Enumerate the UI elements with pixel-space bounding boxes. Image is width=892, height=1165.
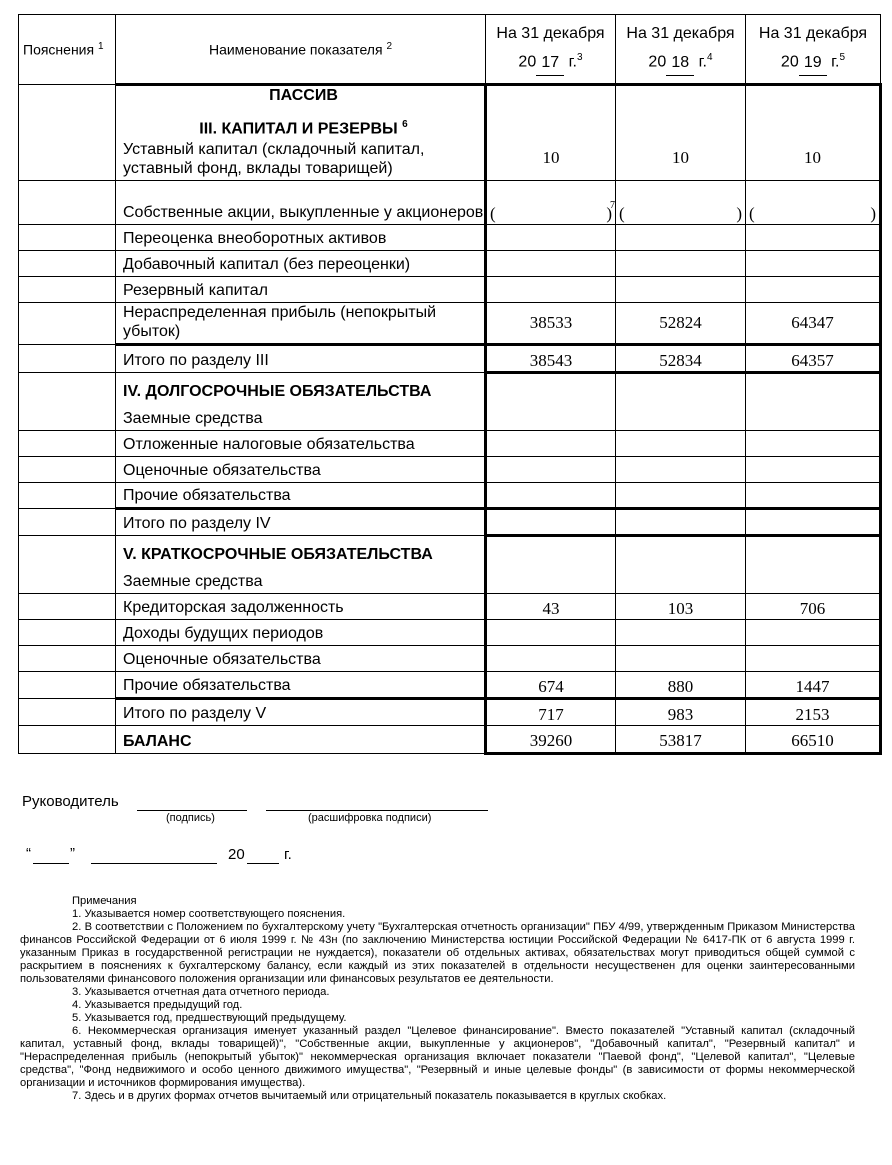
- row-label: Прочие обязательства: [116, 483, 486, 509]
- signature-caption: (подпись): [166, 812, 215, 824]
- value-cell: 64347: [746, 303, 881, 345]
- note-item: 5. Указывается год, предшествующий предыдущему.: [72, 1012, 347, 1024]
- row-label: Резервный капитал: [116, 277, 486, 303]
- section-3-title: III. КАПИТАЛ И РЕЗЕРВЫ $^6$: [199, 119, 408, 138]
- value-cell: 717: [486, 699, 616, 726]
- table-row: [19, 483, 881, 509]
- table-row-payables: [19, 594, 881, 620]
- header-notes: Пояснения $^1$: [19, 15, 116, 85]
- month-line: [91, 845, 217, 864]
- decode-caption: (расшифровка подписи): [308, 812, 432, 824]
- row-label: Оценочные обязательства: [116, 457, 486, 483]
- value-cell: ( ): [616, 181, 746, 225]
- value-cell: 103: [616, 594, 746, 620]
- head-label: Руководитель: [22, 793, 119, 810]
- value-cell: 64357: [746, 345, 881, 373]
- note-item: 3. Указывается отчетная дата отчетного периода.: [72, 986, 330, 998]
- note-item: 1. Указывается номер соответствующего пояснения.: [72, 908, 346, 920]
- row-label: Переоценка внеоборотных активов: [116, 225, 486, 251]
- value-cell: 10: [616, 85, 746, 181]
- date-close-quote: ”: [70, 845, 75, 862]
- row-label: Отложенные налоговые обязательства: [116, 431, 486, 457]
- table-row-sec4-first: [19, 373, 881, 431]
- table-row: [19, 277, 881, 303]
- date-open-quote: “: [26, 845, 31, 862]
- table-row-retained-earnings: [19, 303, 881, 345]
- year-prefix: 20: [228, 846, 245, 863]
- value-cell: 52834: [616, 345, 746, 373]
- header-row: [19, 15, 881, 85]
- header-indicator-name: Наименование показателя $^2$: [116, 15, 486, 85]
- row-label: Доходы будущих периодов: [116, 620, 486, 646]
- row-label: Оценочные обязательства: [116, 646, 486, 672]
- row-label: Кредиторская задолженность: [116, 594, 486, 620]
- value-cell: 674: [486, 672, 616, 699]
- table-row: [19, 225, 881, 251]
- value-cell: 2153: [746, 699, 881, 726]
- table-row-sec5-first: [19, 536, 881, 594]
- value-cell: 1447: [746, 672, 881, 699]
- value-cell: ( ): [746, 181, 881, 225]
- value-cell: 43: [486, 594, 616, 620]
- balance-table: [18, 14, 882, 755]
- value-cell: 53817: [616, 726, 746, 754]
- footnotes: [20, 895, 855, 1103]
- table-row-other-liabilities: [19, 672, 881, 699]
- value-cell: 39260: [486, 726, 616, 754]
- row-label: Собственные акции, выкупленные у акционеров: [116, 181, 486, 225]
- note-item: 4. Указывается предыдущий год.: [72, 999, 243, 1011]
- header-year-2018: На 31 декабря 20 18 г.$^4$: [616, 15, 746, 85]
- section-5-title: V. КРАТКОСРОЧНЫЕ ОБЯЗАТЕЛЬСТВА: [123, 546, 433, 564]
- signature-line: [137, 790, 247, 811]
- note-item: 7. Здесь и в других формах отчетов вычитаемый или отрицательный показатель показывается в круглых скобках.: [72, 1090, 667, 1102]
- table-row-total-5: [19, 699, 881, 726]
- row-label: Добавочный капитал (без переоценки): [116, 251, 486, 277]
- header-year-2017: На 31 декабря 20 17 г.$^3$: [486, 15, 616, 85]
- value-cell: 983: [616, 699, 746, 726]
- header-year-2019: На 31 декабря 20 19 г.$^5$: [746, 15, 881, 85]
- value-cell: 52824: [616, 303, 746, 345]
- section-4-title: IV. ДОЛГОСРОЧНЫЕ ОБЯЗАТЕЛЬСТВА: [123, 383, 432, 401]
- table-row-balance: [19, 726, 881, 754]
- row-label: Итого по разделу IV: [116, 509, 486, 536]
- table-row-own-shares: [19, 181, 881, 225]
- value-cell: 706: [746, 594, 881, 620]
- table-row: [19, 457, 881, 483]
- table-row: [19, 646, 881, 672]
- table-row: [19, 620, 881, 646]
- note-item: 2. В соответствии с Положением по бухгалтерскому учету "Бухгалтерская отчетность организации" ПБУ 4/99, утвержденным Приказом Министерства финансов Российской Федерации от 6 июля 1999 г. № 43н (по заключению Министерства юстиции Российской Федерации № 6417-ПК от 6 августа 1999 г. указанным Приказ в государственной регистрации не нуждается), показатели об отдельных активах, обязательствах могут приводиться общей суммой с раскрытием в пояснениях к бухгалтерскому балансу, если каждый из этих показателей в отдельности несущественен для оценки заинтересованными пользователями финансового положения организации или финансовых результатов ее деятельности.: [20, 921, 855, 985]
- decode-line: [266, 790, 488, 811]
- value-cell: 38533: [486, 303, 616, 345]
- value-cell: 10: [746, 85, 881, 181]
- table-row-total-3: [19, 345, 881, 373]
- year-suffix: г.: [284, 846, 292, 863]
- row-label: Нераспределенная прибыль (непокрытый убыток): [116, 303, 486, 345]
- row-label: Заемные средства: [123, 573, 263, 591]
- value-cell: 880: [616, 672, 746, 699]
- row-label: Итого по разделу V: [116, 699, 486, 726]
- year-line: [247, 845, 279, 864]
- row-label: Прочие обязательства: [116, 672, 486, 699]
- passive-title: ПАССИВ: [269, 87, 338, 104]
- note-item: 6. Некоммерческая организация именует указанный раздел "Целевое финансирование". Вместо показателей "Уставный капитал (складочный капитал, уставный фонд, вклады товарищей)", "Собственные акции, выкупленные у акционеров", "Добавочный капитал", "Резервный капитал" и "Нераспределенная прибыль (непокрытый убыток)" некоммерческая организация включает показатели "Паевой фонд", "Целевой капитал", "Целевые средства", "Фонд недвижимого и особо ценного движимого имущества", "Резервный и иные целевые фонды" (в зависимости от формы некоммерческой организации и источников формирования имущества).: [20, 1025, 855, 1089]
- row-label: БАЛАНС: [116, 726, 486, 754]
- day-line: [33, 845, 69, 864]
- value-cell: 10: [486, 85, 616, 181]
- row-label: Уставный капитал (складочный капитал, уставный фонд, вклады товарищей): [123, 141, 425, 178]
- row-label: Заемные средства: [123, 410, 263, 428]
- value-cell: 66510: [746, 726, 881, 754]
- value-cell: ( ) 7: [486, 181, 616, 225]
- table-row: [19, 431, 881, 457]
- value-cell: 38543: [486, 345, 616, 373]
- table-row: [19, 251, 881, 277]
- row-label: Итого по разделу III: [116, 345, 486, 373]
- notes-title: Примечания: [72, 895, 137, 907]
- table-row-ustavny: [19, 85, 881, 181]
- table-row-total-4: [19, 509, 881, 536]
